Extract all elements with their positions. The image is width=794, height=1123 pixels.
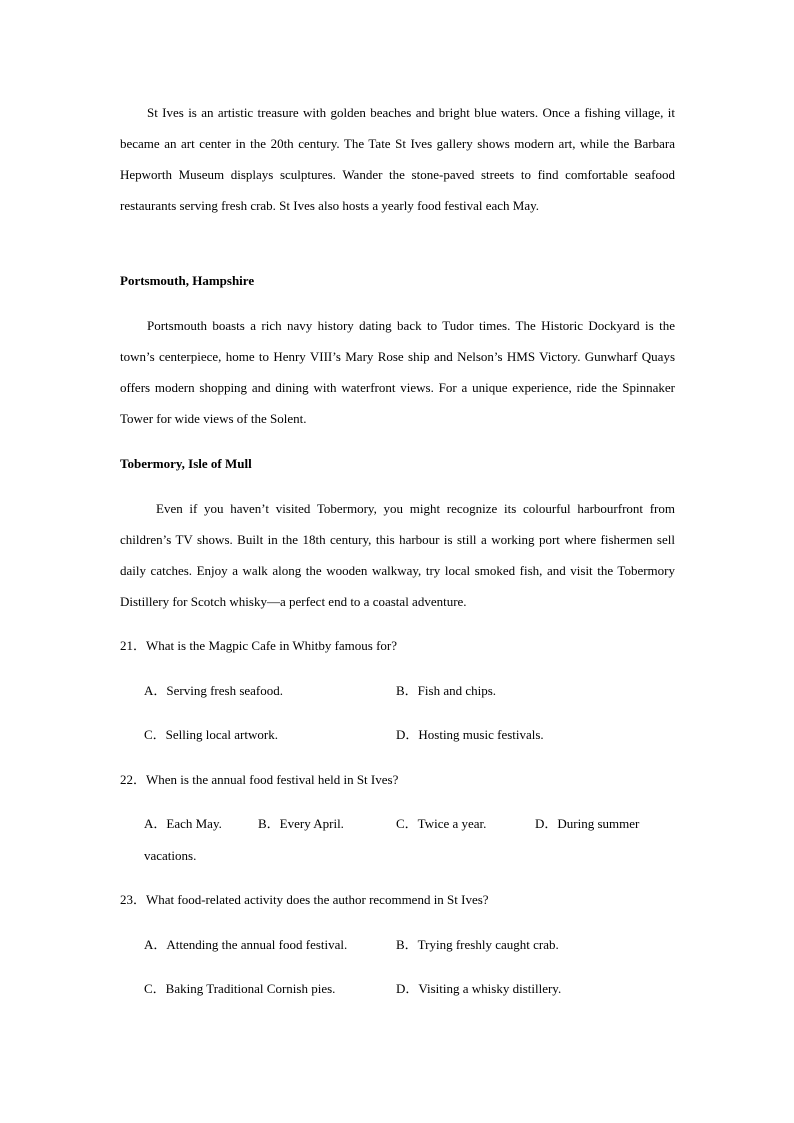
question-22-options-row-2: [144, 846, 684, 866]
question-22-option-a: A．Each May.: [144, 816, 222, 831]
question-23-options-row-1: [144, 935, 684, 955]
question-22-option-c: C．Twice a year.: [396, 816, 487, 831]
question-21-option-b: B．Fish and chips.: [396, 683, 497, 698]
question-22-options-row-1: [144, 814, 684, 834]
st-ives-paragraph: St Ives is an artistic treasure with golden beaches and bright blue waters. Once a fishing village, it became an art center in the 20th century. The Tate St Ives gallery shows modern art, while the Barbara Hepworth Museum displays sculptures. Wander the stone-paved streets to find comfortable seafood restaurants serving fresh crab. St Ives also hosts a yearly food festival each May.: [120, 105, 675, 213]
portsmouth-heading: Portsmouth, Hampshire: [120, 273, 255, 288]
question-21-option-d: D．Hosting music festivals.: [396, 727, 544, 742]
question-22-stem: 22．When is the annual food festival held in St Ives?: [120, 772, 399, 787]
tobermory-paragraph: Even if you haven’t visited Tobermory, you might recognize its colourful harbourfront from children’s TV shows. Built in the 18th century, this harbour is still a working port where fishermen sell daily catches. Enjoy a walk along the wooden walkway, try local smoked fish, and visit the Tobermory Distillery for Scotch whisky—a perfect end to a coastal adventure.: [120, 501, 675, 609]
question-21-options-row-2: [144, 725, 684, 745]
question-21-option-c: C．Selling local artwork.: [144, 727, 278, 742]
question-23-stem: 23．What food-related activity does the author recommend in St Ives?: [120, 892, 489, 907]
question-22-option-b: B．Every April.: [258, 816, 344, 831]
question-23-option-d: D．Visiting a whisky distillery.: [396, 981, 562, 996]
question-23-option-b: B．Trying freshly caught crab.: [396, 937, 559, 952]
question-21-option-a: A．Serving fresh seafood.: [144, 683, 283, 698]
question-22-option-d: D．During summer: [535, 816, 640, 831]
question-21-options-row-1: [144, 681, 684, 701]
tobermory-heading: Tobermory, Isle of Mull: [120, 456, 252, 471]
question-22-option-d-continued: vacations.: [144, 848, 197, 863]
question-23-option-a: A．Attending the annual food festival.: [144, 937, 348, 952]
question-23-options-row-2: [144, 979, 684, 999]
portsmouth-paragraph: Portsmouth boasts a rich navy history dating back to Tudor times. The Historic Dockyard is the town’s centerpiece, home to Henry VIII’s Mary Rose ship and Nelson’s HMS Victory. Gunwharf Quays offers modern shopping and dining with waterfront views. For a unique experience, ride the Spinnaker Tower for wide views of the Solent.: [120, 318, 675, 426]
question-21-stem: 21．What is the Magpic Cafe in Whitby famous for?: [120, 638, 398, 653]
question-23-option-c: C．Baking Traditional Cornish pies.: [144, 981, 336, 996]
